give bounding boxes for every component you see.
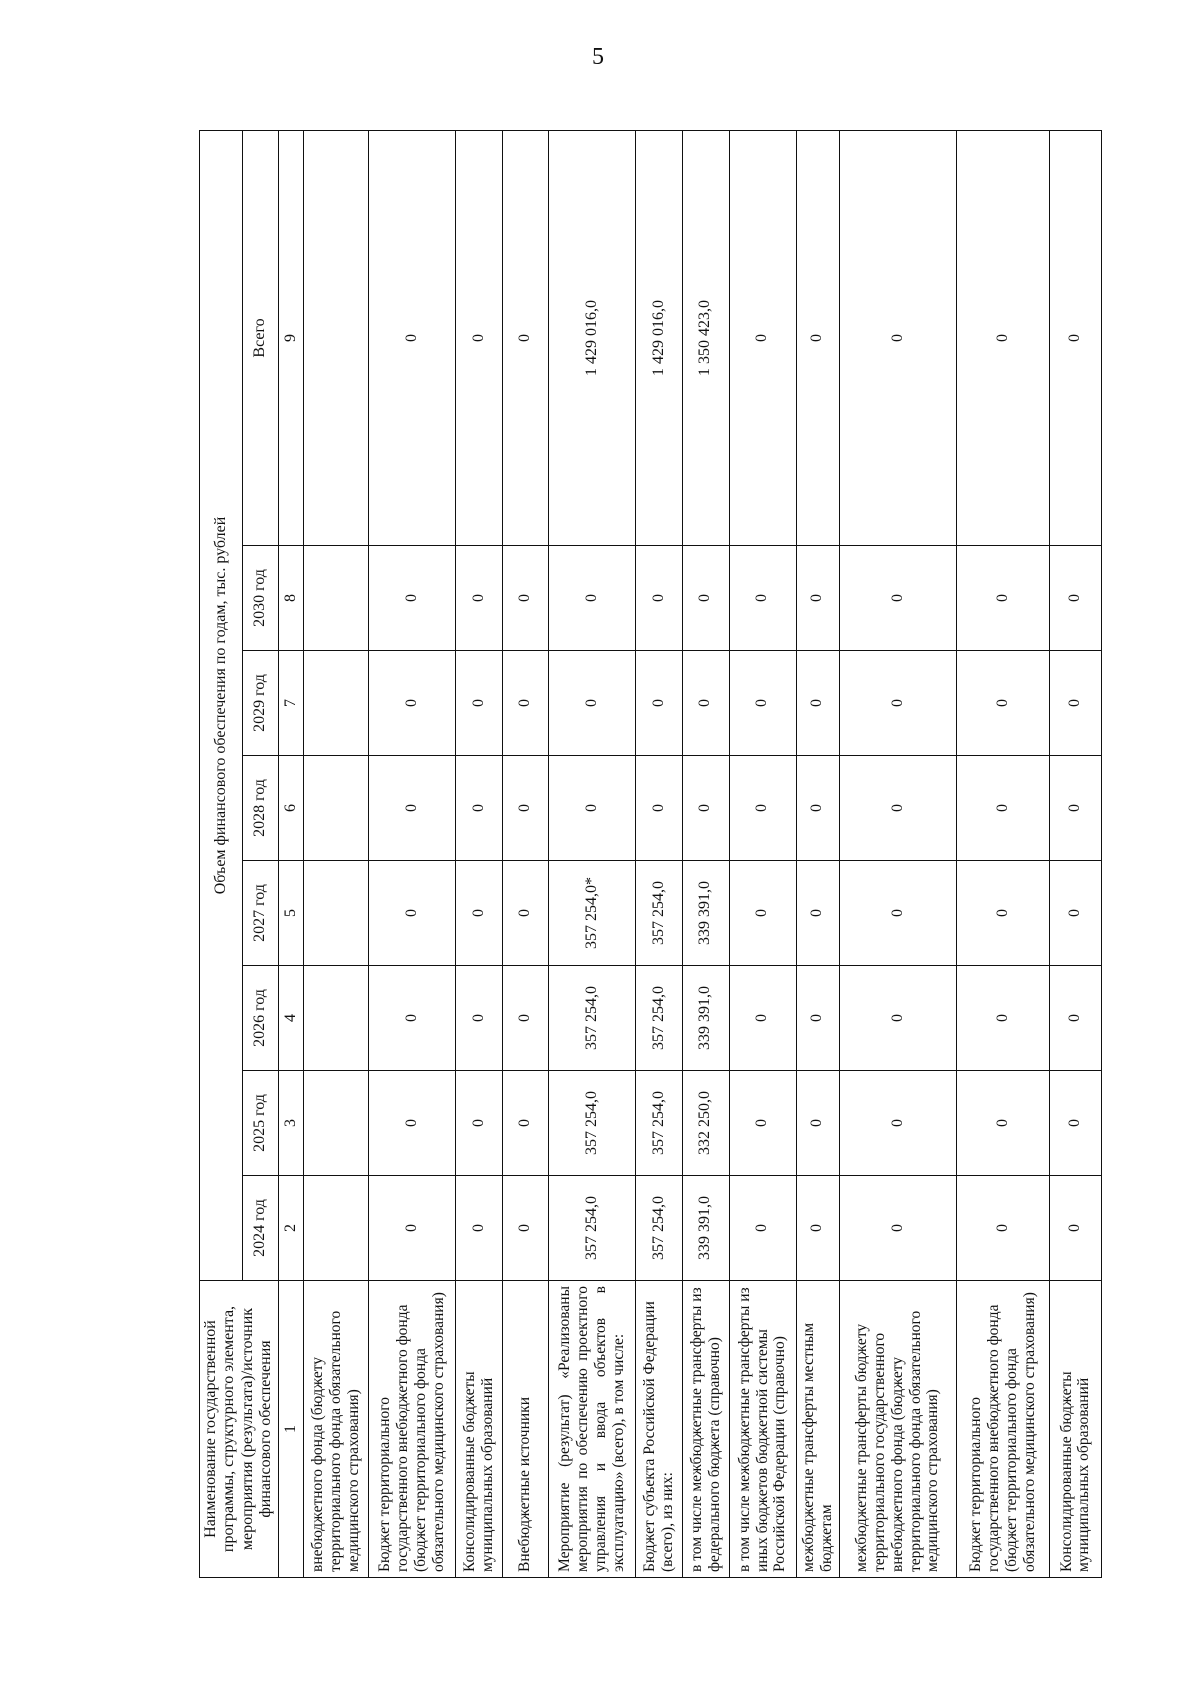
row-name: Бюджет субъекта Российской Федерации (всего), из них:: [635, 1281, 682, 1578]
row-name: межбюджетные трансферты бюджету территориального государственного внебюджетного фонда (бюджету территориального фонда обязательного медицинского страхования): [839, 1281, 956, 1578]
cell-2029: 0: [729, 651, 796, 756]
cell-2028: 0: [456, 756, 503, 861]
cell-total: 0: [368, 130, 455, 545]
header-year-2027: 2027 год: [243, 861, 278, 966]
cell-2029: [304, 651, 369, 756]
cell-2027: 0: [1050, 861, 1101, 966]
row-name: внебюджетного фонда (бюджету территориального фонда обязательного медицинского страхования): [304, 1281, 369, 1578]
row-name: Внебюджетные источники: [503, 1281, 549, 1578]
cell-2026: 0: [1050, 966, 1101, 1071]
cell-2029: 0: [956, 651, 1050, 756]
cell-2026: 0: [839, 966, 956, 1071]
cell-2028: 0: [1050, 756, 1101, 861]
cell-2030: 0: [839, 546, 956, 651]
cell-2027: 0: [839, 861, 956, 966]
cell-total: 0: [956, 130, 1050, 545]
cell-2024: 0: [503, 1176, 549, 1281]
column-number: 4: [278, 966, 304, 1071]
table-row: [956, 130, 1050, 1577]
cell-2024: 0: [1050, 1176, 1101, 1281]
cell-2028: 0: [839, 756, 956, 861]
cell-2028: 0: [368, 756, 455, 861]
cell-2028: [304, 756, 369, 861]
cell-2029: 0: [456, 651, 503, 756]
cell-2028: 0: [503, 756, 549, 861]
cell-total: 0: [456, 130, 503, 545]
cell-total: [304, 130, 369, 545]
row-name: в том числе межбюджетные трансферты из федерального бюджета (справочно): [682, 1281, 729, 1578]
cell-2025: [304, 1071, 369, 1176]
cell-2027: 0: [729, 861, 796, 966]
row-name: Консолидированные бюджеты муниципальных образований: [1050, 1281, 1101, 1578]
table-row: [548, 130, 635, 1577]
cell-2025: 357 254,0: [635, 1071, 682, 1176]
cell-2027: 357 254,0*: [548, 861, 635, 966]
cell-2025: 0: [796, 1071, 839, 1176]
cell-2026: 0: [956, 966, 1050, 1071]
cell-2024: 0: [368, 1176, 455, 1281]
cell-2029: 0: [503, 651, 549, 756]
row-name: Бюджет территориального государственного внебюджетного фонда (бюджет территориального фонда обязательного медицинского страхования): [956, 1281, 1050, 1578]
column-number: 9: [278, 130, 304, 545]
cell-2024: 357 254,0: [635, 1176, 682, 1281]
cell-2026: 339 391,0: [682, 966, 729, 1071]
cell-2026: 357 254,0: [635, 966, 682, 1071]
rotated-table-area: [199, 131, 1099, 1578]
cell-2026: 0: [729, 966, 796, 1071]
cell-2030: 0: [796, 546, 839, 651]
header-year-2028: 2028 год: [243, 756, 278, 861]
header-volume-group: Объем финансового обеспечения по годам, тыс. рублей: [200, 130, 243, 1280]
row-name: Бюджет территориального государственного внебюджетного фонда (бюджет территориального фонда обязательного медицинского страхования): [368, 1281, 455, 1578]
cell-2030: 0: [635, 546, 682, 651]
cell-total: 1 429 016,0: [635, 130, 682, 545]
cell-2030: 0: [503, 546, 549, 651]
header-total: Всего: [243, 130, 278, 545]
cell-total: 0: [503, 130, 549, 545]
column-number: 8: [278, 546, 304, 651]
cell-2029: 0: [682, 651, 729, 756]
cell-2030: 0: [682, 546, 729, 651]
landscape-page: [199, 131, 1099, 1578]
table-row: [729, 130, 796, 1577]
header-year-2024: 2024 год: [243, 1176, 278, 1281]
cell-2030: [304, 546, 369, 651]
cell-2029: 0: [1050, 651, 1101, 756]
table-row: [456, 130, 503, 1577]
cell-2030: 0: [956, 546, 1050, 651]
column-number: 3: [278, 1071, 304, 1176]
cell-2024: 357 254,0: [548, 1176, 635, 1281]
cell-2028: 0: [956, 756, 1050, 861]
cell-2024: 0: [956, 1176, 1050, 1281]
cell-2029: 0: [368, 651, 455, 756]
table-row: [304, 130, 369, 1577]
cell-2029: 0: [839, 651, 956, 756]
cell-2025: 357 254,0: [548, 1071, 635, 1176]
column-number: 6: [278, 756, 304, 861]
financing-table: [199, 130, 1102, 1578]
row-name: межбюджетные трансферты местным бюджетам: [796, 1281, 839, 1578]
cell-2027: 0: [368, 861, 455, 966]
page-number: 5: [592, 44, 604, 70]
cell-2030: 0: [456, 546, 503, 651]
table-row: [682, 130, 729, 1577]
cell-2025: 0: [956, 1071, 1050, 1176]
cell-2025: 0: [503, 1071, 549, 1176]
table-row: [839, 130, 956, 1577]
cell-2030: 0: [729, 546, 796, 651]
cell-2027: 357 254,0: [635, 861, 682, 966]
header-year-2029: 2029 год: [243, 651, 278, 756]
cell-2024: 0: [729, 1176, 796, 1281]
cell-2025: 0: [456, 1071, 503, 1176]
cell-2029: 0: [796, 651, 839, 756]
cell-2027: 0: [503, 861, 549, 966]
cell-2025: 0: [839, 1071, 956, 1176]
cell-2024: 0: [456, 1176, 503, 1281]
cell-2027: 339 391,0: [682, 861, 729, 966]
row-name: Мероприятие (результат) «Реализованы мероприятия по обеспечению проектного управления и ввода объектов в эксплуатацию» (всего), в том числе:: [548, 1281, 635, 1578]
header-year-2025: 2025 год: [243, 1071, 278, 1176]
cell-2028: 0: [729, 756, 796, 861]
cell-2030: 0: [368, 546, 455, 651]
cell-total: 0: [729, 130, 796, 545]
column-numbers-row: [278, 130, 304, 1577]
column-number: 5: [278, 861, 304, 966]
cell-2029: 0: [548, 651, 635, 756]
cell-total: 0: [1050, 130, 1101, 545]
table-row: [635, 130, 682, 1577]
table-row: [503, 130, 549, 1577]
column-number: 1: [278, 1281, 304, 1578]
cell-2026: [304, 966, 369, 1071]
column-number: 7: [278, 651, 304, 756]
cell-2024: [304, 1176, 369, 1281]
cell-2027: [304, 861, 369, 966]
row-name: Консолидированные бюджеты муниципальных образований: [456, 1281, 503, 1578]
table-row: [796, 130, 839, 1577]
cell-total: 1 350 423,0: [682, 130, 729, 545]
table-row: [1050, 130, 1101, 1577]
cell-total: 0: [839, 130, 956, 545]
cell-2029: 0: [635, 651, 682, 756]
cell-2026: 0: [368, 966, 455, 1071]
cell-2025: 0: [368, 1071, 455, 1176]
cell-2024: 0: [796, 1176, 839, 1281]
header-year-2030: 2030 год: [243, 546, 278, 651]
header-year-2026: 2026 год: [243, 966, 278, 1071]
row-name: в том числе межбюджетные трансферты из иных бюджетов бюджетной системы Российской Федерации (справочно): [729, 1281, 796, 1578]
cell-2026: 0: [456, 966, 503, 1071]
cell-2026: 0: [796, 966, 839, 1071]
cell-2027: 0: [456, 861, 503, 966]
cell-total: 0: [796, 130, 839, 545]
cell-2028: 0: [548, 756, 635, 861]
cell-2025: 0: [729, 1071, 796, 1176]
cell-2026: 357 254,0: [548, 966, 635, 1071]
cell-total: 1 429 016,0: [548, 130, 635, 545]
cell-2025: 0: [1050, 1071, 1101, 1176]
column-number: 2: [278, 1176, 304, 1281]
cell-2024: 339 391,0: [682, 1176, 729, 1281]
cell-2028: 0: [682, 756, 729, 861]
cell-2024: 0: [839, 1176, 956, 1281]
cell-2026: 0: [503, 966, 549, 1071]
table-row: [368, 130, 455, 1577]
cell-2027: 0: [956, 861, 1050, 966]
cell-2027: 0: [796, 861, 839, 966]
cell-2028: 0: [635, 756, 682, 861]
cell-2025: 332 250,0: [682, 1071, 729, 1176]
cell-2030: 0: [1050, 546, 1101, 651]
cell-2028: 0: [796, 756, 839, 861]
header-name-column: Наименование государственной программы, структурного элемента, мероприятия (результата)/источник финансового обеспечения: [200, 1281, 279, 1578]
cell-2030: 0: [548, 546, 635, 651]
